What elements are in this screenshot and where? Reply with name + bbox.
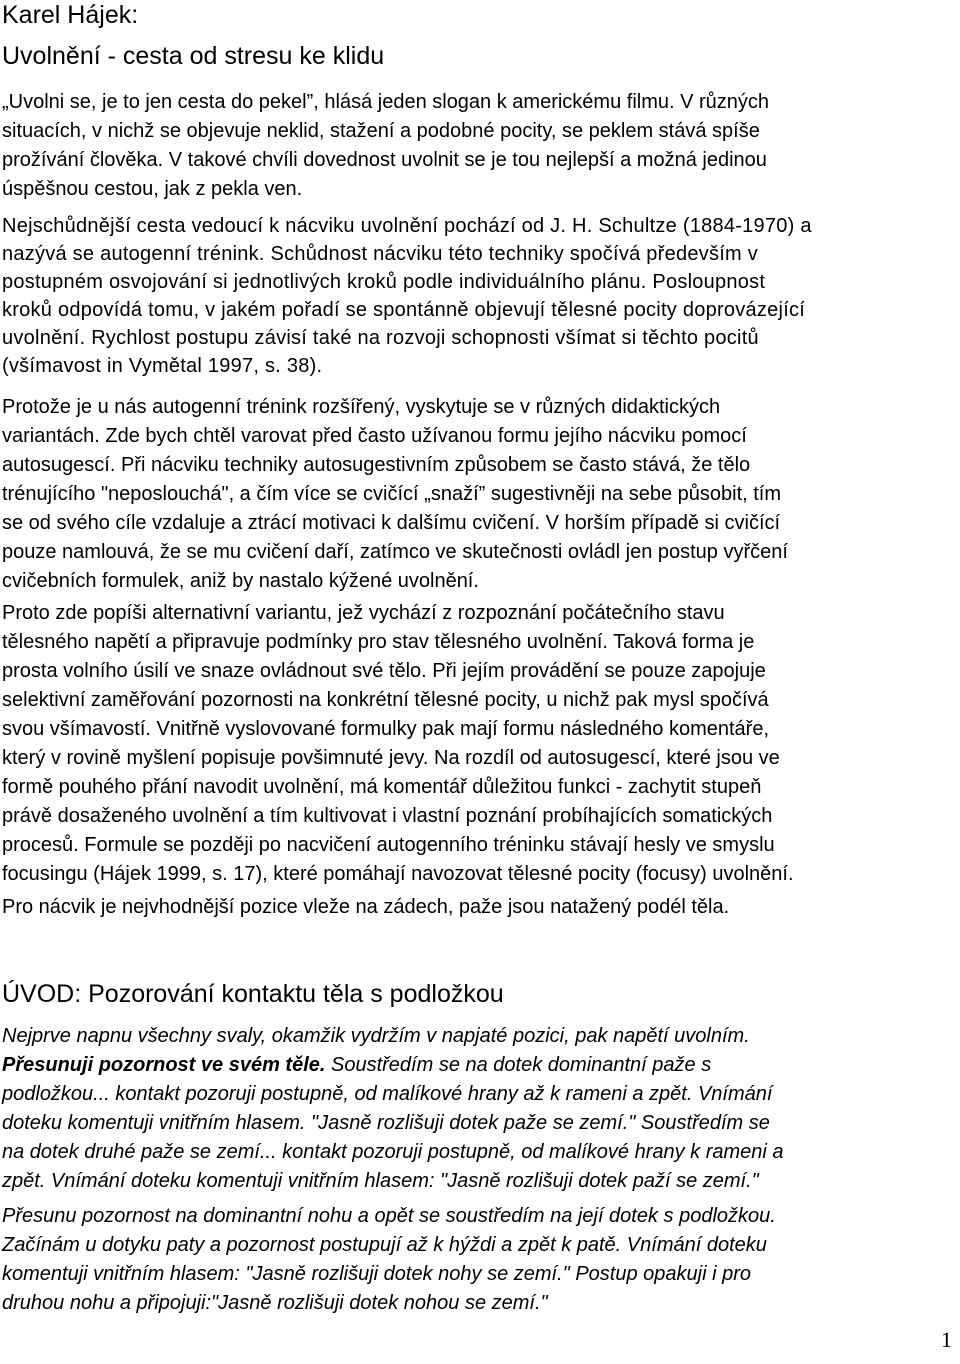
page-number: 1 bbox=[941, 1327, 952, 1352]
text-line: prožívání člověka. V takové chvíli dovednost uvolnit se je tou nejlepší a možná jedinou bbox=[2, 149, 767, 171]
text-line: Přesunu pozornost na dominantní nohu a opět se soustředím na její dotek s podložkou. bbox=[2, 1205, 776, 1227]
text-line: Nejschůdnější cesta vedoucí k nácviku uvolnění pochází od J. H. Schultze (1884-1970) a bbox=[2, 215, 812, 237]
text-line: tělesného napětí a připravuje podmínky pro stav tělesného uvolnění. Taková forma je bbox=[2, 631, 755, 653]
text-line: Protože je u nás autogenní trénink rozšířený, vyskytuje se v různých didaktických bbox=[2, 396, 721, 418]
text-line: se od svého cíle vzdaluje a ztrácí motivaci k dalšímu cvičení. V horším případě si cvičící bbox=[2, 512, 781, 534]
text-line: cvičebních formulek, aniž by nastalo kýžené uvolnění. bbox=[2, 570, 479, 592]
text-line: postupném osvojování si jednotlivých kroků podle individuálního plánu. Posloupnost bbox=[2, 271, 766, 293]
text-line: Nejprve napnu všechny svaly, okamžik vydržím v napjaté pozici, pak napětí uvolním. bbox=[2, 1025, 750, 1047]
text-line: druhou nohu a připojuji:"Jasně rozlišuji dotek nohou se zemí." bbox=[2, 1292, 548, 1314]
text-line: zpět. Vnímání doteku komentuji vnitřním hlasem: "Jasně rozlišuji dotek paží se zemí." bbox=[2, 1170, 759, 1192]
text-line: formě pouhého přání navodit uvolnění, má komentář důležitou funkci - zachytit stupeň bbox=[2, 776, 762, 798]
paragraph-autosuggestion bbox=[2, 393, 958, 596]
text-line: na dotek druhé paže se zemí... kontakt pozoruji postupně, od malíkové hrany k rameni a bbox=[2, 1141, 784, 1163]
text-line: pouze namlouvá, že se mu cvičení daří, zatímco ve skutečnosti ovládl jen postup vyřčení bbox=[2, 541, 788, 563]
text-line bbox=[2, 1051, 958, 1080]
text-line: focusingu (Hájek 1999, s. 17), které pomáhají navozovat tělesné pocity (focusy) uvolnění. bbox=[2, 863, 794, 885]
paragraph-intro bbox=[2, 88, 958, 204]
paragraph-position bbox=[2, 893, 958, 922]
text-line: Proto zde popíši alternativní variantu, jež vychází z rozpoznání počátečního stavu bbox=[2, 602, 725, 624]
text-line: podložkou... kontakt pozoruji postupně, od malíkové hrany až k rameni a zpět. Vnímání bbox=[2, 1083, 773, 1105]
text-line: „Uvolni se, je to jen cesta do pekel”, hlásá jeden slogan k americkému filmu. V různých bbox=[2, 91, 770, 113]
exercise-paragraph-legs bbox=[2, 1202, 958, 1318]
text-fragment: Soustředím se na dotek dominantní paže s bbox=[325, 1054, 712, 1076]
text-line: situacích, v nichž se objevuje neklid, stažení a podobné pocity, se peklem stává spíše bbox=[2, 120, 760, 142]
text-line: Pro nácvik je nejvhodnější pozice vleže na zádech, paže jsou natažený podél těla. bbox=[2, 896, 730, 918]
text-line: doteku komentuji vnitřním hlasem. "Jasně rozlišuji dotek paže se zemí." Soustředím se bbox=[2, 1112, 770, 1134]
text-line: svou všímavostí. Vnitřně vyslovované formulky pak mají formu následného komentáře, bbox=[2, 718, 770, 740]
text-line: variantách. Zde bych chtěl varovat před často užívanou formu jejího nácviku pomocí bbox=[2, 425, 747, 447]
exercise-paragraph-arms bbox=[2, 1022, 958, 1196]
text-line: uvolnění. Rychlost postupu závisí také na rozvoji schopnosti všímat si těchto pocitů bbox=[2, 327, 759, 349]
author-name: Karel Hájek: bbox=[2, 1, 139, 29]
text-line: (všímavost in Vymětal 1997, s. 38). bbox=[2, 355, 323, 377]
text-line: Začínám u dotyku paty a pozornost postupují až k hýždi a zpět k patě. Vnímání doteku bbox=[2, 1234, 767, 1256]
paragraph-alternative bbox=[2, 599, 958, 889]
text-line: právě dosaženého uvolnění a tím kultivovat i vlastní poznání probíhajících somatických bbox=[2, 805, 773, 827]
section-heading: ÚVOD: Pozorování kontaktu těla s podložkou bbox=[2, 980, 504, 1008]
text-line: autosugescí. Při nácviku techniky autosugestivním způsobem se často stává, že tělo bbox=[2, 454, 751, 476]
text-line: který v rovině myšlení popisuje povšimnuté jevy. Na rozdíl od autosugescí, které jsou ve bbox=[2, 747, 780, 769]
paragraph-schultz bbox=[2, 212, 958, 380]
text-line: úspěšnou cestou, jak z pekla ven. bbox=[2, 178, 303, 200]
document-title: Uvolnění - cesta od stresu ke klidu bbox=[2, 42, 385, 70]
text-line: trénujícího "neposlouchá", a čím více se cvičící „snaží” sugestivněji na sebe působit, tím bbox=[2, 483, 782, 505]
emphasized-instruction: Přesunuji pozornost ve svém těle. bbox=[2, 1054, 326, 1076]
text-line: selektivní zaměřování pozornosti na konkrétní tělesné pocity, u nichž pak mysl spočívá bbox=[2, 689, 769, 711]
text-line: prosta volního úsilí ve snaze ovládnout své tělo. Při jejím provádění se pouze zapojuje bbox=[2, 660, 766, 682]
text-line: nazývá se autogenní trénink. Schůdnost nácviku této techniky spočívá především v bbox=[2, 243, 758, 265]
text-line: kroků odpovídá tomu, v jakém pořadí se spontánně objevují tělesné pocity doprovázející bbox=[2, 299, 806, 321]
text-line: komentuji vnitřním hlasem: "Jasně rozlišuji dotek nohy se zemí." Postup opakuji i pro bbox=[2, 1263, 751, 1285]
text-line: procesů. Formule se později po nacvičení autogenního tréninku stávají hesly ve smyslu bbox=[2, 834, 775, 856]
